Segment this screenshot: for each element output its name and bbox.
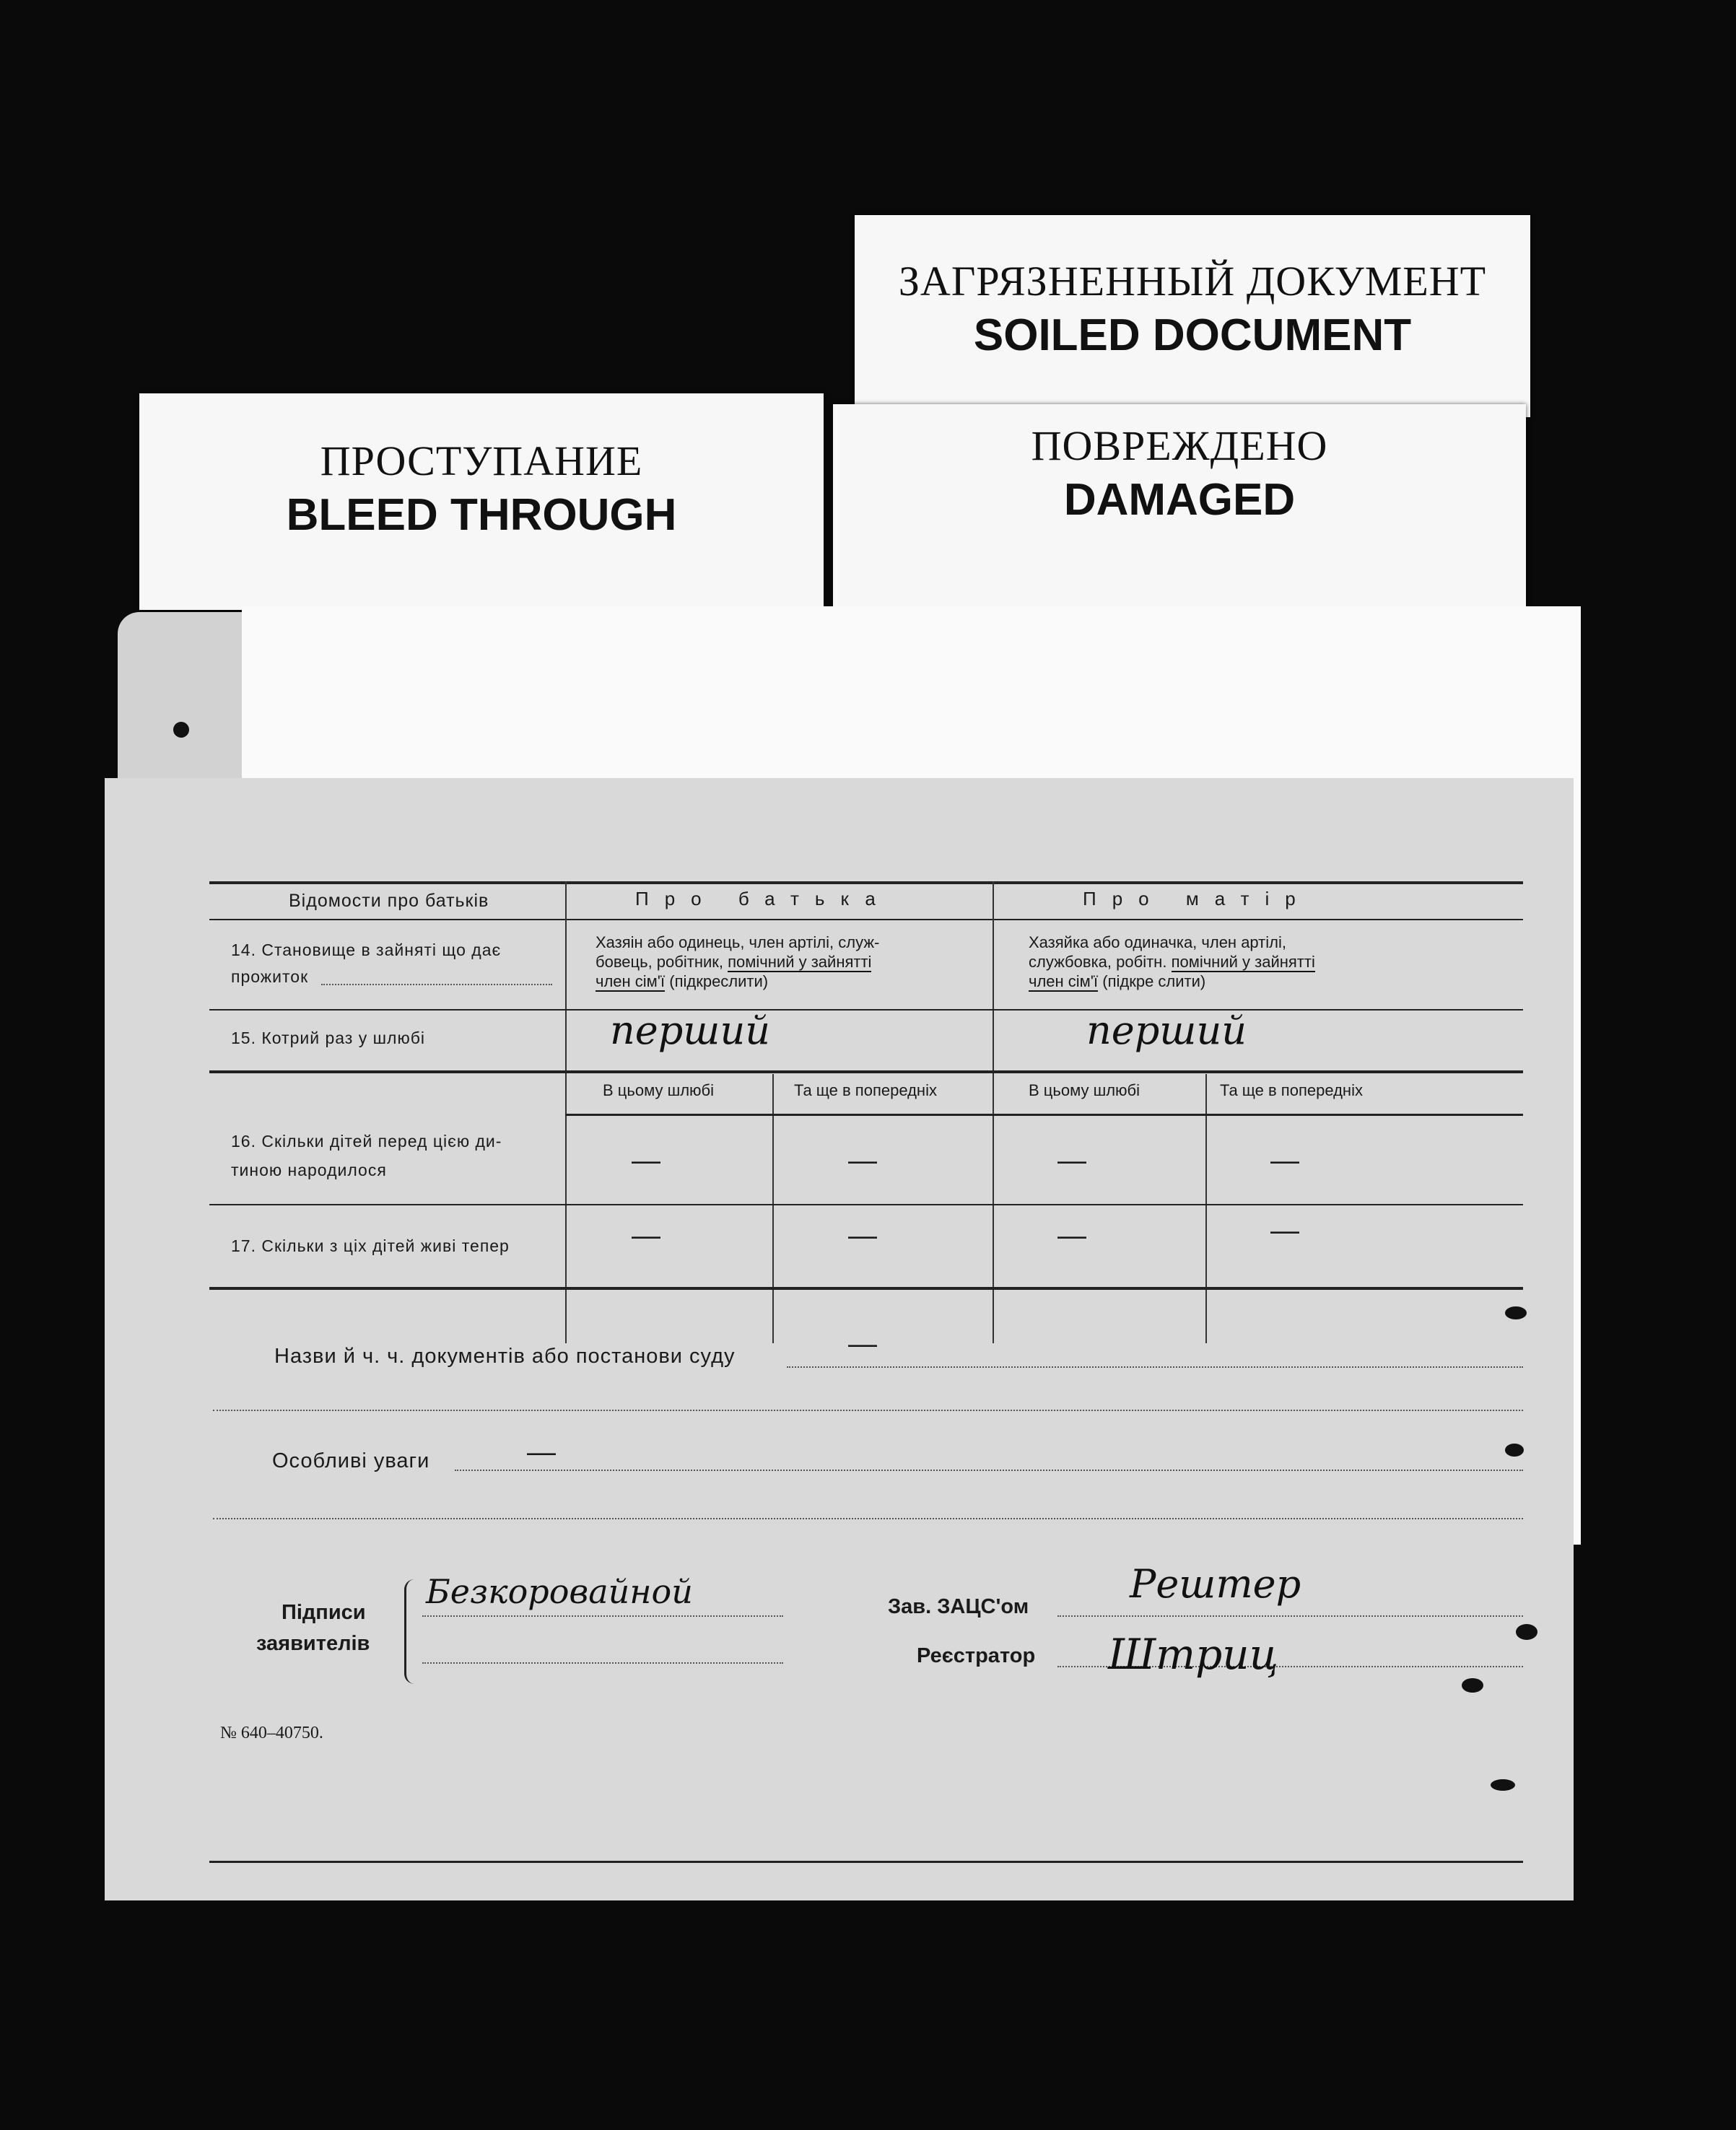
signatures-label-b: заявителів <box>256 1632 370 1655</box>
row14-father-b2: помічний у зайнятті <box>728 953 872 971</box>
row17-val-3: — <box>1057 1220 1087 1252</box>
header-parents-info: Відомости про батьків <box>289 891 489 911</box>
row14-mother-c1: член сім'ї <box>1029 972 1099 990</box>
row14-father-c1: член сім'ї <box>596 972 666 990</box>
row14-label-a: 14. Становище в зайняті що дає <box>231 940 502 959</box>
bleed-card-en: BLEED THROUGH <box>286 490 677 540</box>
row14-bottom-rule <box>209 1009 1523 1011</box>
signatures-brace <box>404 1579 421 1684</box>
col-divider-1 <box>565 881 567 1343</box>
header-father: Про батька <box>635 888 891 909</box>
applicant-sig-line-1 <box>422 1615 783 1617</box>
row14-mother-b1: службовка, робітн. <box>1029 953 1167 971</box>
documents-value: — <box>848 1328 877 1360</box>
head-line <box>1057 1615 1523 1617</box>
notes-dots-2 <box>213 1518 1523 1519</box>
registrar-label: Реєстратор <box>917 1644 1036 1667</box>
header-bottom-rule <box>209 919 1523 920</box>
registrar-signature: Штриц <box>1108 1630 1279 1679</box>
subheader-father-prev: Та ще в попередніх <box>794 1081 937 1099</box>
documents-dots <box>787 1366 1523 1368</box>
col-divider-2 <box>993 881 994 1343</box>
row16-val-4: — <box>1270 1145 1300 1177</box>
row14-dots <box>321 984 552 985</box>
soiled-card-ru: ЗАГРЯЗНЕННЫЙ ДОКУМЕНТ <box>898 258 1487 305</box>
row14-mother-a: Хазяйка або одиначка, член артілі, <box>1029 933 1286 951</box>
head-signature: Рештер <box>1130 1561 1301 1607</box>
row16-val-3: — <box>1057 1145 1087 1177</box>
form-number: № 640–40750. <box>220 1724 323 1742</box>
row14-father-b1: бовець, робітник, <box>596 953 724 971</box>
punch-hole <box>173 722 189 738</box>
form-bottom-rule <box>209 1861 1523 1863</box>
bleed-through-card <box>139 393 824 610</box>
row14-father-c2: (підкреслити) <box>669 972 769 990</box>
soiled-card-en: SOILED DOCUMENT <box>973 310 1412 360</box>
documents-dots-2 <box>213 1410 1523 1411</box>
row14-mother-b2: помічний у зайнятті <box>1171 953 1315 971</box>
row17-val-4: — <box>1270 1215 1300 1247</box>
row17-label: 17. Скільки з ціх дітей живі тепер <box>231 1236 510 1255</box>
table-bottom-rule <box>209 1287 1523 1290</box>
row14-father-b <box>596 953 871 972</box>
subheader-mother-this: В цьому шлюбі <box>1029 1081 1140 1099</box>
record-form <box>105 778 1574 1900</box>
row14-father-a: Хазяін або одинець, член артілі, служ- <box>596 933 880 951</box>
header-mother: Про матір <box>1083 888 1312 909</box>
row17-val-1: — <box>632 1220 661 1252</box>
row15-father-value: перший <box>610 1008 771 1053</box>
row14-mother-c2: (підкре слити) <box>1102 972 1206 990</box>
row16-bottom-rule <box>209 1204 1523 1205</box>
punch-hole <box>1505 1444 1524 1457</box>
punch-hole <box>1516 1624 1537 1640</box>
row14-father-c <box>596 972 768 991</box>
subheader-father-this: В цьому шлюбі <box>603 1081 715 1099</box>
documents-label: Назви й ч. ч. документів або постанови суду <box>274 1345 736 1368</box>
row15-mother-value: перший <box>1086 1008 1247 1053</box>
punch-hole <box>1491 1779 1515 1791</box>
bleed-card-ru: ПРОСТУПАНИЕ <box>320 437 643 484</box>
subheader-mother-prev: Та ще в попередніх <box>1220 1081 1363 1099</box>
signatures-label-a: Підписи <box>282 1601 366 1624</box>
row15-label: 15. Котрий раз у шлюбі <box>231 1029 426 1047</box>
subheader-rule <box>565 1114 1523 1116</box>
damaged-card-en: DAMAGED <box>1063 475 1296 525</box>
notes-dots <box>455 1470 1523 1471</box>
row16-val-2: — <box>848 1145 878 1177</box>
damaged-card <box>833 404 1526 617</box>
notes-label: Особливі уваги <box>272 1449 430 1472</box>
punch-hole <box>1462 1678 1483 1693</box>
row17-val-2: — <box>848 1220 878 1252</box>
notes-value: — <box>527 1436 556 1468</box>
punch-hole <box>1505 1306 1527 1319</box>
applicant-sig-line-2 <box>422 1662 783 1664</box>
row15-bottom-rule <box>209 1070 1523 1073</box>
head-label: Зав. ЗАЦС'ом <box>888 1595 1029 1618</box>
row14-mother-b <box>1029 953 1315 972</box>
applicant-signature: Безкоровайной <box>426 1572 693 1611</box>
row14-mother-c <box>1029 972 1205 991</box>
table-top-rule <box>209 881 1523 884</box>
row14-label-b: прожиток <box>231 967 309 986</box>
damaged-card-ru: ПОВРЕЖДЕНО <box>1031 422 1328 469</box>
row16-val-1: — <box>632 1145 661 1177</box>
row16-label-a: 16. Скільки дітей перед цією ди- <box>231 1132 502 1151</box>
row16-label-b: тиною народилося <box>231 1161 387 1179</box>
soiled-document-card <box>855 215 1530 417</box>
